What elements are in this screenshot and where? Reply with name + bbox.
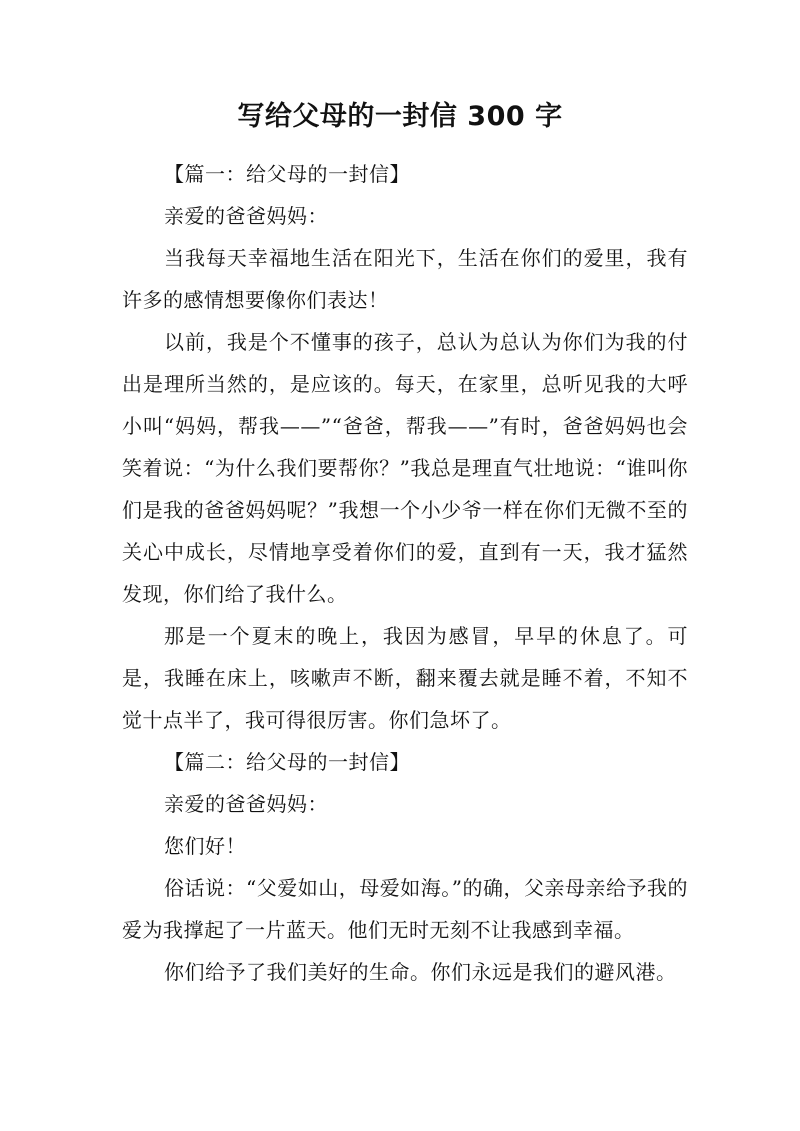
greeting: 您们好！: [164, 834, 246, 858]
heading-part-two: 【篇二：给父母的一封信】: [164, 750, 410, 774]
body-paragraph: 俗话说：“父爱如山，母爱如海。”的确，父亲母亲给予我的爱为我撑起了一片蓝天。他们无时无刻不让我感到幸福。: [122, 876, 688, 942]
document-body: [122, 153, 688, 993]
document-title: 写给父母的一封信 300 字: [237, 101, 563, 132]
body-paragraph: 那是一个夏末的晚上，我因为感冒，早早的休息了。可是，我睡在床上，咳嗽声不断，翻来覆去就是睡不着，不知不觉十点半了，我可得很厉害。你们急坏了。: [122, 624, 688, 732]
body-paragraph: 你们给予了我们美好的生命。你们永远是我们的避风港。: [164, 960, 677, 984]
salutation: 亲爱的爸爸妈妈：: [164, 792, 328, 816]
salutation: 亲爱的爸爸妈妈：: [164, 204, 328, 228]
heading-part-one: 【篇一：给父母的一封信】: [164, 162, 410, 186]
body-paragraph: 以前，我是个不懂事的孩子，总认为总认为你们为我的付出是理所当然的，是应该的。每天，在家里，总听见我的大呼小叫“妈妈，帮我——”“爸爸，帮我——”有时，爸爸妈妈也会笑着说：“为什么我们要帮你？”我总是理直气壮地说：“谁叫你们是我的爸爸妈妈呢？”我想一个小少爷一样在你们无微不至的关心中成长，尽情地享受着你们的爱，直到有一天，我才猛然发现，你们给了我什么。: [122, 330, 688, 606]
body-paragraph: 当我每天幸福地生活在阳光下，生活在你们的爱里，我有许多的感情想要像你们表达！: [122, 246, 688, 312]
